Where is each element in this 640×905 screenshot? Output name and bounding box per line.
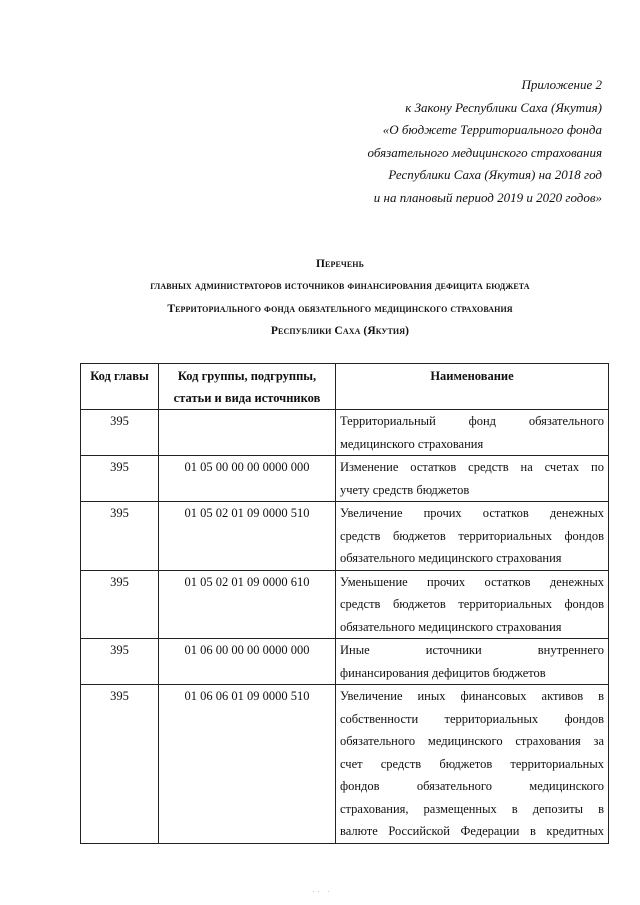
- name-line: Увеличение прочих остатков денежных: [340, 506, 604, 520]
- table-row: [81, 685, 609, 844]
- cell-code: 01 05 02 01 09 0000 610: [159, 570, 336, 639]
- appendix-note: [282, 74, 602, 210]
- cell-chapter: 395: [81, 410, 159, 456]
- cell-chapter: 395: [81, 456, 159, 502]
- appendix-line: и на плановый период 2019 и 2020 годов»: [373, 189, 602, 205]
- document-title: [70, 253, 610, 343]
- cell-code: [159, 410, 336, 456]
- name-line: обязательного медицинского страхования: [340, 619, 562, 634]
- appendix-line: Приложение 2: [521, 77, 602, 92]
- scan-speck: ·· ·: [312, 888, 333, 896]
- cell-chapter: 395: [81, 685, 159, 844]
- name-line: страхования, размещенных в депозиты в: [340, 801, 604, 816]
- appendix-line: Республики Саха (Якутия) на 2018 год: [388, 167, 602, 183]
- table-row: [81, 639, 609, 685]
- table-row: [81, 410, 609, 456]
- name-line: фондов обязательного медицинского: [340, 779, 604, 793]
- appendix-line: обязательного медицинского страхования: [367, 144, 602, 160]
- name-line: средств бюджетов территориальных фондов: [340, 528, 604, 543]
- header-group-code-line: статьи и вида источников: [173, 391, 321, 405]
- name-line: Изменение остатков средств на счетах по: [340, 460, 604, 474]
- header-group-code-line: Код группы, подгруппы,: [177, 369, 317, 383]
- title-line: Республики Саха (Якутия): [270, 325, 410, 338]
- cell-code: 01 05 02 01 09 0000 510: [159, 502, 336, 571]
- name-line: счет средств бюджетов территориальных: [340, 756, 604, 771]
- cell-code: 01 06 06 01 09 0000 510: [159, 685, 336, 844]
- title-line: Территориального фонда обязательного медицинского страхования: [167, 302, 513, 315]
- cell-name: [336, 639, 609, 685]
- name-line: финансирования дефицитов бюджетов: [340, 665, 546, 680]
- title-line: Перечень: [315, 258, 365, 270]
- cell-name: [336, 502, 609, 571]
- table-row: [81, 502, 609, 571]
- name-line: Иные источники внутреннего: [340, 643, 604, 657]
- name-line: Территориальный фонд обязательного: [340, 414, 604, 428]
- table-row: [81, 570, 609, 639]
- name-line: учету средств бюджетов: [340, 482, 470, 497]
- cell-name: [336, 685, 609, 844]
- header-group-code: [159, 364, 336, 410]
- table-row: [81, 456, 609, 502]
- appendix-line: «О бюджете Территориального фонда: [382, 122, 602, 138]
- sources-table: [80, 363, 609, 844]
- cell-name: [336, 456, 609, 502]
- name-line: Увеличение иных финансовых активов в: [340, 689, 604, 703]
- cell-name: [336, 410, 609, 456]
- cell-chapter: 395: [81, 502, 159, 571]
- name-line: собственности территориальных фондов: [340, 711, 604, 726]
- cell-chapter: 395: [81, 639, 159, 685]
- name-line: медицинского страхования: [340, 436, 484, 451]
- header-name: Наименование: [336, 364, 609, 410]
- name-line: валюте Российской Федерации в кредитных: [340, 824, 604, 838]
- name-line: обязательного медицинского страхования: [340, 551, 562, 565]
- header-chapter-code: Код главы: [81, 364, 159, 410]
- name-line: Уменьшение прочих остатков денежных: [340, 574, 604, 589]
- table-header-row: [81, 364, 609, 410]
- title-line: главных администраторов источников финансирования дефицита бюджета: [150, 280, 530, 293]
- cell-name: [336, 570, 609, 639]
- appendix-line: к Закону Республики Саха (Якутия): [405, 99, 602, 115]
- name-line: обязательного медицинского страхования за: [340, 734, 604, 748]
- cell-chapter: 395: [81, 570, 159, 639]
- cell-code: 01 05 00 00 00 0000 000: [159, 456, 336, 502]
- cell-code: 01 06 00 00 00 0000 000: [159, 639, 336, 685]
- name-line: средств бюджетов территориальных фондов: [340, 597, 604, 611]
